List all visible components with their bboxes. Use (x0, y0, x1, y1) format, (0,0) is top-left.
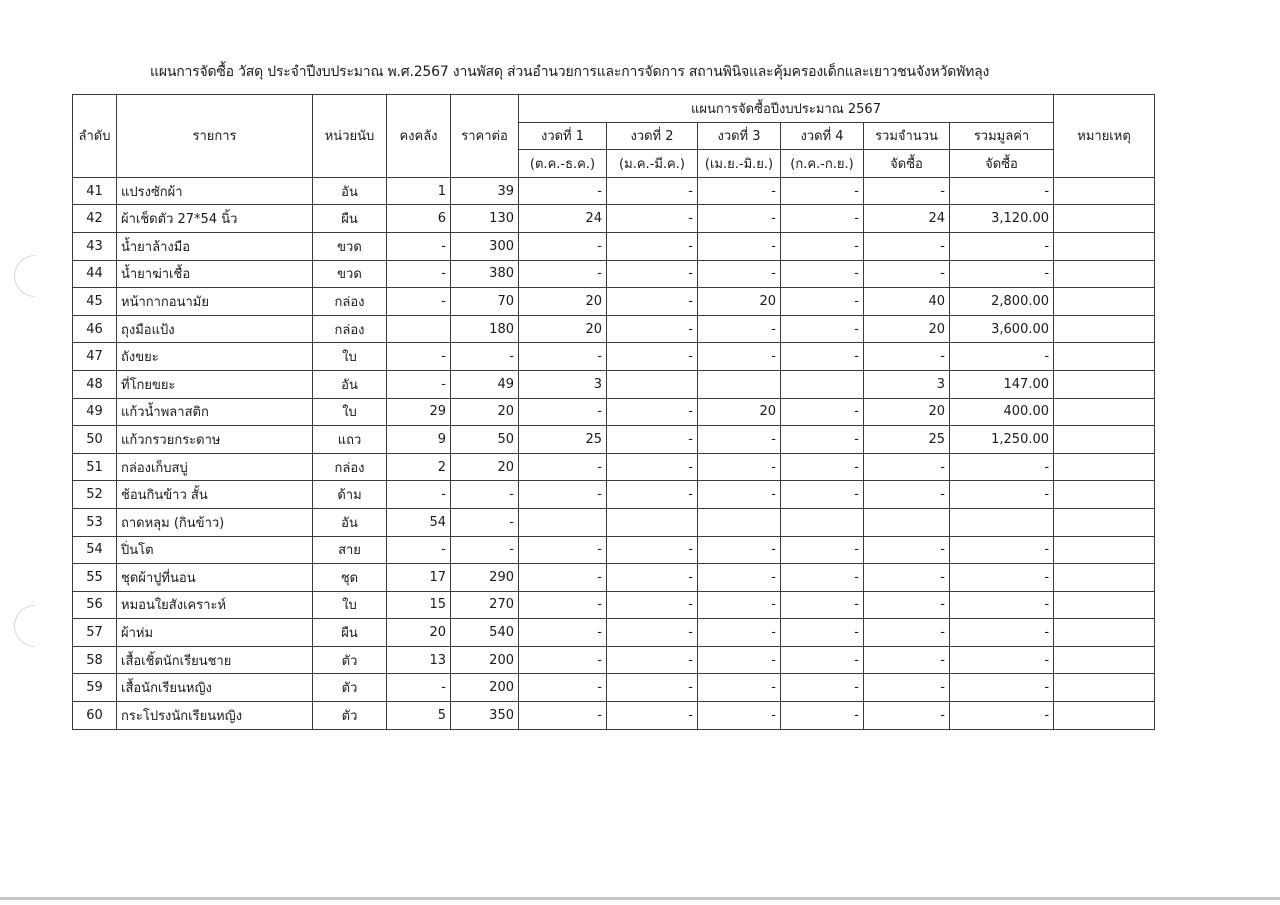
table-row (73, 177, 1155, 205)
cell-q4: - (781, 646, 864, 674)
cell-total-value: 1,250.00 (950, 426, 1054, 454)
cell-total-value: 400.00 (950, 398, 1054, 426)
cell-unit: ผืน (313, 619, 387, 647)
cell-total-value: - (950, 619, 1054, 647)
cell-item: ผ้าเช็ดตัว 27*54 นิ้ว (117, 205, 313, 233)
cell-q4: - (781, 591, 864, 619)
cell-q2: - (607, 260, 698, 288)
cell-total-value: - (950, 536, 1054, 564)
cell-item: ถาดหลุม (กินข้าว) (117, 508, 313, 536)
cell-q4: - (781, 536, 864, 564)
cell-q2: - (607, 646, 698, 674)
cell-item: ที่โกยขยะ (117, 370, 313, 398)
cell-q1: 24 (519, 205, 607, 233)
header-item: รายการ (117, 95, 313, 178)
cell-q2: - (607, 481, 698, 509)
cell-unit: อัน (313, 370, 387, 398)
cell-q1: 3 (519, 370, 607, 398)
cell-note (1054, 398, 1155, 426)
cell-q3: - (698, 453, 781, 481)
cell-item: ถังขยะ (117, 343, 313, 371)
cell-q1: - (519, 398, 607, 426)
cell-q4: - (781, 177, 864, 205)
cell-total-qty: - (864, 674, 950, 702)
purchase-plan-table (72, 94, 1155, 730)
cell-q1: - (519, 674, 607, 702)
cell-unit: ขวด (313, 260, 387, 288)
table-row (73, 398, 1155, 426)
cell-q2: - (607, 177, 698, 205)
cell-total-value: - (950, 260, 1054, 288)
cell-no: 42 (73, 205, 117, 233)
cell-total-qty: - (864, 260, 950, 288)
cell-q4: - (781, 398, 864, 426)
cell-q1: - (519, 619, 607, 647)
cell-total-value: - (950, 453, 1054, 481)
cell-q3: - (698, 315, 781, 343)
cell-total-qty: - (864, 232, 950, 260)
cell-unit: ใบ (313, 591, 387, 619)
cell-q4: - (781, 453, 864, 481)
cell-q2: - (607, 398, 698, 426)
cell-q1: - (519, 536, 607, 564)
cell-total-qty: - (864, 619, 950, 647)
cell-note (1054, 260, 1155, 288)
cell-total-value: - (950, 702, 1054, 730)
cell-price: 300 (451, 232, 519, 260)
cell-stock: - (387, 260, 451, 288)
cell-note (1054, 619, 1155, 647)
punch-hole-mark (5, 246, 64, 305)
cell-total-qty: - (864, 177, 950, 205)
cell-total-qty: - (864, 343, 950, 371)
cell-total-qty: - (864, 481, 950, 509)
cell-note (1054, 646, 1155, 674)
cell-q3: - (698, 674, 781, 702)
table-row (73, 646, 1155, 674)
cell-no: 58 (73, 646, 117, 674)
page-bottom-edge (0, 897, 1280, 900)
header-total-qty-sub: จัดซื้อ (864, 150, 950, 178)
cell-item: แก้วกรวยกระดาษ (117, 426, 313, 454)
cell-price: - (451, 481, 519, 509)
table-row (73, 481, 1155, 509)
cell-price: 350 (451, 702, 519, 730)
cell-q2: - (607, 564, 698, 592)
cell-unit: ตัว (313, 702, 387, 730)
header-q2: งวดที่ 2 (607, 122, 698, 150)
cell-q3: - (698, 343, 781, 371)
cell-total-qty: - (864, 591, 950, 619)
cell-q2: - (607, 619, 698, 647)
cell-q3: - (698, 536, 781, 564)
table-body (73, 177, 1155, 729)
cell-price: 270 (451, 591, 519, 619)
cell-q4: - (781, 564, 864, 592)
cell-q1: 25 (519, 426, 607, 454)
cell-price: - (451, 536, 519, 564)
cell-note (1054, 508, 1155, 536)
cell-unit: ชุด (313, 564, 387, 592)
cell-total-value: - (950, 232, 1054, 260)
cell-item: น้ำยาฆ่าเชื้อ (117, 260, 313, 288)
cell-stock: 1 (387, 177, 451, 205)
cell-q3: - (698, 619, 781, 647)
cell-item: ผ้าห่ม (117, 619, 313, 647)
cell-no: 47 (73, 343, 117, 371)
cell-q3: 20 (698, 288, 781, 316)
cell-q4: - (781, 205, 864, 233)
header-q1-period: (ต.ค.-ธ.ค.) (519, 150, 607, 178)
cell-item: แก้วน้ำพลาสติก (117, 398, 313, 426)
header-price: ราคาต่อ (451, 95, 519, 178)
cell-q4: - (781, 343, 864, 371)
cell-unit: กล่อง (313, 315, 387, 343)
table-row (73, 508, 1155, 536)
cell-price: 20 (451, 453, 519, 481)
cell-q1: 20 (519, 288, 607, 316)
cell-note (1054, 481, 1155, 509)
cell-q2 (607, 370, 698, 398)
cell-q2: - (607, 315, 698, 343)
cell-item: เสื้อนักเรียนหญิง (117, 674, 313, 702)
cell-q1: - (519, 453, 607, 481)
cell-item: กล่องเก็บสบู่ (117, 453, 313, 481)
cell-q4: - (781, 288, 864, 316)
cell-q1: - (519, 260, 607, 288)
cell-note (1054, 702, 1155, 730)
header-row (73, 95, 1155, 123)
cell-q2: - (607, 205, 698, 233)
cell-item: แปรงซักผ้า (117, 177, 313, 205)
page-title: แผนการจัดซื้อ วัสดุ ประจำปีงบประมาณ พ.ศ.2567 งานพัสดุ ส่วนอำนวยการและการจัดการ สถานพินิจและคุ้มครองเด็กและเยาวชนจังหวัดพัทลุง (150, 64, 990, 80)
cell-q2: - (607, 232, 698, 260)
cell-q2: - (607, 343, 698, 371)
cell-stock: 9 (387, 426, 451, 454)
cell-unit: อัน (313, 177, 387, 205)
cell-q1: - (519, 591, 607, 619)
cell-total-qty (864, 508, 950, 536)
cell-q4 (781, 508, 864, 536)
cell-q3: - (698, 232, 781, 260)
cell-price: 200 (451, 646, 519, 674)
table-row (73, 591, 1155, 619)
table-row (73, 205, 1155, 233)
table-row (73, 564, 1155, 592)
cell-item: หน้ากากอนามัย (117, 288, 313, 316)
cell-unit: สาย (313, 536, 387, 564)
table-row (73, 370, 1155, 398)
cell-no: 46 (73, 315, 117, 343)
cell-q1 (519, 508, 607, 536)
cell-q3: - (698, 177, 781, 205)
cell-q3: - (698, 564, 781, 592)
cell-q3: - (698, 481, 781, 509)
cell-item: ชุดผ้าปูที่นอน (117, 564, 313, 592)
table-row (73, 453, 1155, 481)
header-stock: คงคลัง (387, 95, 451, 178)
cell-note (1054, 674, 1155, 702)
cell-unit: กล่อง (313, 288, 387, 316)
cell-q3 (698, 370, 781, 398)
cell-q1: - (519, 481, 607, 509)
cell-no: 43 (73, 232, 117, 260)
cell-q2: - (607, 288, 698, 316)
header-q4: งวดที่ 4 (781, 122, 864, 150)
cell-price: 130 (451, 205, 519, 233)
cell-no: 52 (73, 481, 117, 509)
cell-stock: - (387, 370, 451, 398)
cell-q1: - (519, 564, 607, 592)
cell-q2: - (607, 702, 698, 730)
cell-total-value: - (950, 481, 1054, 509)
header-total-qty: รวมจำนวน (864, 122, 950, 150)
cell-price: 290 (451, 564, 519, 592)
cell-total-value (950, 508, 1054, 536)
cell-price: 380 (451, 260, 519, 288)
cell-total-qty: - (864, 453, 950, 481)
cell-price: 20 (451, 398, 519, 426)
cell-q3: - (698, 702, 781, 730)
cell-unit: ด้าม (313, 481, 387, 509)
cell-q4 (781, 370, 864, 398)
cell-item: ช้อนกินข้าว สั้น (117, 481, 313, 509)
cell-q1: - (519, 343, 607, 371)
cell-item: น้ำยาล้างมือ (117, 232, 313, 260)
cell-no: 56 (73, 591, 117, 619)
cell-unit: ใบ (313, 398, 387, 426)
cell-stock: 13 (387, 646, 451, 674)
cell-item: ถุงมือแป้ง (117, 315, 313, 343)
cell-total-value: - (950, 564, 1054, 592)
cell-q4: - (781, 702, 864, 730)
cell-unit: ขวด (313, 232, 387, 260)
table-row (73, 315, 1155, 343)
cell-note (1054, 564, 1155, 592)
cell-total-value: 3,120.00 (950, 205, 1054, 233)
cell-note (1054, 288, 1155, 316)
cell-q3 (698, 508, 781, 536)
cell-price: 200 (451, 674, 519, 702)
table-row (73, 536, 1155, 564)
cell-q3: - (698, 591, 781, 619)
header-q3-period: (เม.ย.-มิ.ย.) (698, 150, 781, 178)
cell-q3: - (698, 260, 781, 288)
cell-total-qty: 20 (864, 398, 950, 426)
table-row (73, 343, 1155, 371)
header-note: หมายเหตุ (1054, 95, 1155, 178)
table-row (73, 260, 1155, 288)
table-row (73, 232, 1155, 260)
cell-q4: - (781, 232, 864, 260)
cell-q4: - (781, 260, 864, 288)
cell-total-qty: - (864, 564, 950, 592)
cell-q1: 20 (519, 315, 607, 343)
cell-no: 59 (73, 674, 117, 702)
cell-q1: - (519, 232, 607, 260)
cell-stock: 5 (387, 702, 451, 730)
cell-item: เสื้อเชิ้ตนักเรียนชาย (117, 646, 313, 674)
cell-price: 540 (451, 619, 519, 647)
cell-q2: - (607, 591, 698, 619)
cell-stock: 54 (387, 508, 451, 536)
cell-q4: - (781, 481, 864, 509)
cell-total-qty: 3 (864, 370, 950, 398)
cell-q4: - (781, 426, 864, 454)
cell-price: - (451, 508, 519, 536)
cell-unit: กล่อง (313, 453, 387, 481)
cell-price: 39 (451, 177, 519, 205)
cell-stock: 6 (387, 205, 451, 233)
cell-note (1054, 536, 1155, 564)
cell-q3: - (698, 205, 781, 233)
cell-q4: - (781, 674, 864, 702)
cell-no: 48 (73, 370, 117, 398)
cell-q1: - (519, 646, 607, 674)
cell-total-qty: 25 (864, 426, 950, 454)
cell-q1: - (519, 177, 607, 205)
cell-stock: - (387, 481, 451, 509)
punch-hole-mark (5, 596, 64, 655)
cell-no: 49 (73, 398, 117, 426)
cell-item: กระโปรงนักเรียนหญิง (117, 702, 313, 730)
cell-no: 57 (73, 619, 117, 647)
cell-total-value: - (950, 177, 1054, 205)
table-row (73, 674, 1155, 702)
cell-item: ปิ่นโต (117, 536, 313, 564)
cell-q3: - (698, 646, 781, 674)
header-q4-period: (ก.ค.-ก.ย.) (781, 150, 864, 178)
cell-no: 45 (73, 288, 117, 316)
cell-price: - (451, 343, 519, 371)
header-total-value: รวมมูลค่า (950, 122, 1054, 150)
cell-stock: 20 (387, 619, 451, 647)
cell-total-qty: 40 (864, 288, 950, 316)
cell-no: 44 (73, 260, 117, 288)
cell-stock: - (387, 343, 451, 371)
cell-item: หมอนใยสังเคราะห์ (117, 591, 313, 619)
cell-total-value: - (950, 646, 1054, 674)
cell-total-qty: 24 (864, 205, 950, 233)
cell-stock: - (387, 674, 451, 702)
cell-no: 50 (73, 426, 117, 454)
cell-note (1054, 232, 1155, 260)
cell-no: 54 (73, 536, 117, 564)
cell-stock: 2 (387, 453, 451, 481)
cell-note (1054, 205, 1155, 233)
cell-stock: 15 (387, 591, 451, 619)
table-row (73, 426, 1155, 454)
cell-no: 55 (73, 564, 117, 592)
cell-q2: - (607, 426, 698, 454)
cell-stock: - (387, 288, 451, 316)
cell-note (1054, 453, 1155, 481)
cell-no: 60 (73, 702, 117, 730)
cell-price: 180 (451, 315, 519, 343)
cell-q2: - (607, 674, 698, 702)
cell-total-value: - (950, 343, 1054, 371)
cell-q3: - (698, 426, 781, 454)
cell-unit: ตัว (313, 646, 387, 674)
table-row (73, 702, 1155, 730)
header-q3: งวดที่ 3 (698, 122, 781, 150)
cell-note (1054, 343, 1155, 371)
header-unit: หน่วยนับ (313, 95, 387, 178)
cell-total-qty: - (864, 646, 950, 674)
cell-stock (387, 315, 451, 343)
header-plan-group: แผนการจัดซื้อปีงบประมาณ 2567 (519, 95, 1054, 123)
cell-total-value: - (950, 591, 1054, 619)
cell-q4: - (781, 619, 864, 647)
cell-note (1054, 315, 1155, 343)
cell-note (1054, 370, 1155, 398)
cell-no: 51 (73, 453, 117, 481)
table-row (73, 288, 1155, 316)
cell-q2: - (607, 536, 698, 564)
cell-q4: - (781, 315, 864, 343)
cell-unit: แถว (313, 426, 387, 454)
cell-unit: ผืน (313, 205, 387, 233)
cell-total-qty: 20 (864, 315, 950, 343)
cell-price: 50 (451, 426, 519, 454)
header-no: ลำดับ (73, 95, 117, 178)
cell-stock: 17 (387, 564, 451, 592)
table-row (73, 619, 1155, 647)
cell-total-value: 3,600.00 (950, 315, 1054, 343)
cell-unit: ใบ (313, 343, 387, 371)
cell-total-qty: - (864, 536, 950, 564)
cell-total-value: 147.00 (950, 370, 1054, 398)
cell-stock: 29 (387, 398, 451, 426)
cell-q1: - (519, 702, 607, 730)
header-q1: งวดที่ 1 (519, 122, 607, 150)
cell-total-qty: - (864, 702, 950, 730)
cell-price: 70 (451, 288, 519, 316)
cell-price: 49 (451, 370, 519, 398)
cell-no: 41 (73, 177, 117, 205)
header-q2-period: (ม.ค.-มี.ค.) (607, 150, 698, 178)
cell-note (1054, 426, 1155, 454)
cell-stock: - (387, 232, 451, 260)
cell-note (1054, 177, 1155, 205)
cell-q2 (607, 508, 698, 536)
cell-unit: อัน (313, 508, 387, 536)
header-total-value-sub: จัดซื้อ (950, 150, 1054, 178)
cell-unit: ตัว (313, 674, 387, 702)
cell-total-value: - (950, 674, 1054, 702)
cell-no: 53 (73, 508, 117, 536)
cell-total-value: 2,800.00 (950, 288, 1054, 316)
cell-q3: 20 (698, 398, 781, 426)
cell-note (1054, 591, 1155, 619)
cell-stock: - (387, 536, 451, 564)
cell-q2: - (607, 453, 698, 481)
